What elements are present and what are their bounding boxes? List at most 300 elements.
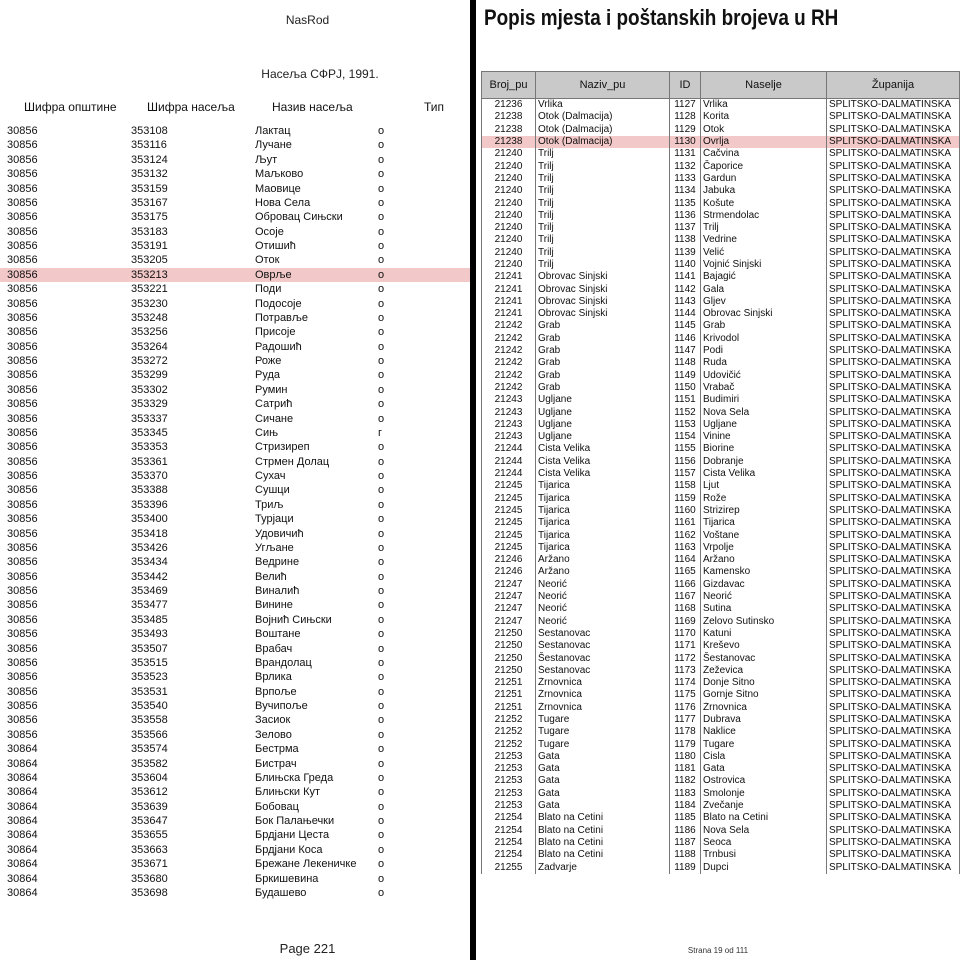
settlement-code: 353485 bbox=[131, 613, 168, 626]
settlement-code: 353639 bbox=[131, 800, 168, 813]
cell-id: 1165 bbox=[670, 566, 701, 578]
cell-naziv-pu: Tijarica bbox=[536, 529, 670, 541]
cell-naziv-pu: Trilj bbox=[536, 247, 670, 259]
cell-naselje: Biorine bbox=[701, 443, 827, 455]
cell-broj-pu: 21240 bbox=[482, 197, 536, 209]
cell-id: 1181 bbox=[670, 763, 701, 775]
cell-naselje: Naklice bbox=[701, 726, 827, 738]
cell-broj-pu: 21250 bbox=[482, 652, 536, 664]
municipality-code: 30864 bbox=[7, 829, 38, 842]
cell-naselje: Smolonje bbox=[701, 788, 827, 800]
cell-naselje: Čačvina bbox=[701, 148, 827, 160]
cell-naziv-pu: Trilj bbox=[536, 160, 670, 172]
cell-naselje: Gardun bbox=[701, 173, 827, 185]
cell-broj-pu: 21254 bbox=[482, 825, 536, 837]
cell-broj-pu: 21245 bbox=[482, 493, 536, 505]
cell-id: 1127 bbox=[670, 99, 701, 112]
cell-broj-pu: 21250 bbox=[482, 628, 536, 640]
settlement-name: Оврље bbox=[255, 268, 292, 281]
settlement-name: Лучане bbox=[255, 139, 292, 152]
cell-naziv-pu: Tugare bbox=[536, 738, 670, 750]
column-header-type: Тип bbox=[424, 100, 445, 114]
settlement-type: о bbox=[378, 858, 385, 871]
cell-naselje: Nova Sela bbox=[701, 406, 827, 418]
list-item bbox=[0, 282, 470, 296]
settlement-name: Поди bbox=[255, 283, 282, 296]
list-item bbox=[0, 627, 470, 641]
table-row bbox=[482, 566, 960, 578]
cell-id: 1179 bbox=[670, 738, 701, 750]
cell-id: 1170 bbox=[670, 628, 701, 640]
settlement-name: Брежане Лекеничке bbox=[255, 858, 357, 871]
cell-naselje: Kreševo bbox=[701, 640, 827, 652]
cell-naselje: Podi bbox=[701, 345, 827, 357]
settlement-type: о bbox=[378, 254, 385, 267]
cell-zupanija: SPLITSKO-DALMATINSKA bbox=[827, 419, 960, 431]
left-page-number: Page 221 bbox=[279, 941, 336, 956]
settlement-name: Подосоје bbox=[255, 297, 302, 310]
cell-zupanija: SPLITSKO-DALMATINSKA bbox=[827, 320, 960, 332]
settlement-type: о bbox=[378, 613, 385, 626]
municipality-code: 30856 bbox=[7, 613, 38, 626]
cell-naselje: Dobranje bbox=[701, 456, 827, 468]
cell-id: 1142 bbox=[670, 283, 701, 295]
cell-naziv-pu: Tijarica bbox=[536, 493, 670, 505]
list-item bbox=[0, 412, 470, 426]
municipality-code: 30856 bbox=[7, 311, 38, 324]
cell-id: 1154 bbox=[670, 431, 701, 443]
municipality-code: 30856 bbox=[7, 441, 38, 454]
municipality-code: 30864 bbox=[7, 786, 38, 799]
cell-naselje: Nova Sela bbox=[701, 825, 827, 837]
cell-zupanija: SPLITSKO-DALMATINSKA bbox=[827, 160, 960, 172]
municipality-code: 30856 bbox=[7, 513, 38, 526]
cell-broj-pu: 21246 bbox=[482, 554, 536, 566]
cell-broj-pu: 21243 bbox=[482, 406, 536, 418]
cell-id: 1137 bbox=[670, 222, 701, 234]
cell-naziv-pu: Ugljane bbox=[536, 406, 670, 418]
cell-broj-pu: 21240 bbox=[482, 185, 536, 197]
settlement-name: Врандолац bbox=[255, 656, 312, 669]
cell-broj-pu: 21244 bbox=[482, 456, 536, 468]
cell-naselje: Vrlika bbox=[701, 99, 827, 112]
settlement-name: Велић bbox=[255, 570, 287, 583]
cell-broj-pu: 21244 bbox=[482, 443, 536, 455]
cell-naselje: Jabuka bbox=[701, 185, 827, 197]
cell-naziv-pu: Blato na Cetini bbox=[536, 837, 670, 849]
table-row bbox=[482, 160, 960, 172]
table-row bbox=[482, 517, 960, 529]
cell-naselje: Zelovo Sutinsko bbox=[701, 615, 827, 627]
cell-naziv-pu: Blato na Cetini bbox=[536, 825, 670, 837]
settlement-type: о bbox=[378, 455, 385, 468]
cell-id: 1132 bbox=[670, 160, 701, 172]
cell-broj-pu: 21242 bbox=[482, 370, 536, 382]
cell-zupanija: SPLITSKO-DALMATINSKA bbox=[827, 554, 960, 566]
municipality-code: 30856 bbox=[7, 182, 38, 195]
list-item bbox=[0, 210, 470, 224]
settlement-code: 353426 bbox=[131, 541, 168, 554]
cell-id: 1185 bbox=[670, 812, 701, 824]
settlement-code: 353272 bbox=[131, 355, 168, 367]
cell-broj-pu: 21247 bbox=[482, 615, 536, 627]
settlement-type: о bbox=[378, 470, 385, 482]
settlement-name: Радошић bbox=[255, 340, 302, 353]
cell-naziv-pu: Aržano bbox=[536, 566, 670, 578]
cell-naziv-pu: Trilj bbox=[536, 148, 670, 160]
settlement-code: 353566 bbox=[131, 728, 168, 741]
settlement-name: Будашево bbox=[255, 886, 307, 899]
cell-zupanija: SPLITSKO-DALMATINSKA bbox=[827, 652, 960, 664]
settlement-type: о bbox=[378, 311, 385, 324]
cell-naselje: Vinine bbox=[701, 431, 827, 443]
cell-zupanija: SPLITSKO-DALMATINSKA bbox=[827, 259, 960, 271]
cell-zupanija: SPLITSKO-DALMATINSKA bbox=[827, 456, 960, 468]
list-item bbox=[0, 512, 470, 526]
cell-naselje: Grab bbox=[701, 320, 827, 332]
cell-naselje: Ovrlja bbox=[701, 136, 827, 148]
cell-naziv-pu: Trilj bbox=[536, 222, 670, 234]
settlement-type: о bbox=[378, 642, 385, 655]
cell-naselje: Katuni bbox=[701, 628, 827, 640]
settlement-type: о bbox=[378, 585, 385, 597]
municipality-code: 30864 bbox=[7, 743, 38, 756]
cell-naselje: Velić bbox=[701, 247, 827, 259]
cell-naselje: Gljev bbox=[701, 296, 827, 308]
settlement-type: о bbox=[378, 182, 385, 195]
cell-broj-pu: 21242 bbox=[482, 345, 536, 357]
settlement-code: 353183 bbox=[131, 225, 168, 238]
list-item bbox=[0, 800, 470, 814]
settlement-type: о bbox=[378, 153, 385, 166]
cell-zupanija: SPLITSKO-DALMATINSKA bbox=[827, 148, 960, 160]
municipality-code: 30856 bbox=[7, 599, 38, 612]
cell-zupanija: SPLITSKO-DALMATINSKA bbox=[827, 443, 960, 455]
municipality-code: 30864 bbox=[7, 858, 38, 871]
list-item bbox=[0, 886, 470, 900]
cell-zupanija: SPLITSKO-DALMATINSKA bbox=[827, 615, 960, 627]
cell-broj-pu: 21254 bbox=[482, 849, 536, 861]
cell-id: 1176 bbox=[670, 702, 701, 714]
table-row bbox=[482, 849, 960, 861]
list-item bbox=[0, 455, 470, 469]
cell-broj-pu: 21245 bbox=[482, 517, 536, 529]
settlement-code: 353515 bbox=[131, 656, 168, 669]
column-header-settlement-code: Шифра насеља bbox=[147, 100, 235, 114]
municipality-code: 30856 bbox=[7, 714, 38, 727]
cell-zupanija: SPLITSKO-DALMATINSKA bbox=[827, 640, 960, 652]
municipality-code: 30856 bbox=[7, 426, 38, 439]
municipality-code: 30856 bbox=[7, 283, 38, 296]
cell-broj-pu: 21253 bbox=[482, 800, 536, 812]
cell-naziv-pu: Gata bbox=[536, 788, 670, 800]
cell-broj-pu: 21241 bbox=[482, 271, 536, 283]
cell-broj-pu: 21252 bbox=[482, 714, 536, 726]
cell-zupanija: SPLITSKO-DALMATINSKA bbox=[827, 111, 960, 123]
table-row bbox=[482, 665, 960, 677]
settlement-name: Сињ bbox=[255, 426, 279, 439]
settlement-type: о bbox=[378, 728, 385, 741]
table-row bbox=[482, 554, 960, 566]
settlement-code: 353396 bbox=[131, 498, 168, 511]
cell-naselje: Budimiri bbox=[701, 394, 827, 406]
settlement-type: о bbox=[378, 513, 385, 526]
settlement-type: о bbox=[378, 656, 385, 669]
cell-naziv-pu: Ugljane bbox=[536, 431, 670, 443]
list-item bbox=[0, 555, 470, 569]
settlement-type: о bbox=[378, 441, 385, 454]
cell-id: 1134 bbox=[670, 185, 701, 197]
settlement-type: о bbox=[378, 872, 385, 885]
cell-naziv-pu: Blato na Cetini bbox=[536, 812, 670, 824]
cell-broj-pu: 21240 bbox=[482, 259, 536, 271]
cell-broj-pu: 21246 bbox=[482, 566, 536, 578]
list-item bbox=[0, 742, 470, 756]
cell-naselje: Ostrovica bbox=[701, 775, 827, 787]
list-item bbox=[0, 167, 470, 181]
cell-broj-pu: 21245 bbox=[482, 542, 536, 554]
cell-zupanija: SPLITSKO-DALMATINSKA bbox=[827, 837, 960, 849]
cell-naselje: Obrovac Sinjski bbox=[701, 308, 827, 320]
cell-naziv-pu: Trilj bbox=[536, 234, 670, 246]
cell-naziv-pu: Neorić bbox=[536, 579, 670, 591]
cell-zupanija: SPLITSKO-DALMATINSKA bbox=[827, 726, 960, 738]
municipality-code: 30856 bbox=[7, 268, 38, 281]
cell-naselje: Žeževica bbox=[701, 665, 827, 677]
municipality-code: 30856 bbox=[7, 211, 38, 224]
settlement-type: о bbox=[378, 484, 385, 497]
cell-zupanija: SPLITSKO-DALMATINSKA bbox=[827, 308, 960, 320]
cell-broj-pu: 21242 bbox=[482, 357, 536, 369]
cell-broj-pu: 21242 bbox=[482, 320, 536, 332]
table-row bbox=[482, 320, 960, 332]
settlement-code: 353582 bbox=[131, 757, 168, 770]
cell-naziv-pu: Grab bbox=[536, 357, 670, 369]
cell-zupanija: SPLITSKO-DALMATINSKA bbox=[827, 591, 960, 603]
settlement-type: о bbox=[378, 700, 385, 712]
cell-id: 1164 bbox=[670, 554, 701, 566]
settlement-type: о bbox=[378, 268, 385, 281]
settlement-name: Бестрма bbox=[255, 743, 299, 756]
cell-naziv-pu: Šestanovac bbox=[536, 628, 670, 640]
cell-id: 1188 bbox=[670, 849, 701, 861]
table-row bbox=[482, 271, 960, 283]
cell-naselje: Aržano bbox=[701, 554, 827, 566]
table-row bbox=[482, 308, 960, 320]
cell-naziv-pu: Tugare bbox=[536, 714, 670, 726]
cell-naselje: Dupci bbox=[701, 861, 827, 873]
cell-id: 1146 bbox=[670, 333, 701, 345]
cell-id: 1147 bbox=[670, 345, 701, 357]
right-page-number: Strana 19 od 111 bbox=[687, 946, 749, 955]
cell-zupanija: SPLITSKO-DALMATINSKA bbox=[827, 529, 960, 541]
settlement-code: 353353 bbox=[131, 441, 168, 454]
cell-naziv-pu: Trilj bbox=[536, 185, 670, 197]
cell-naziv-pu: Cista Velika bbox=[536, 443, 670, 455]
cell-broj-pu: 21240 bbox=[482, 234, 536, 246]
cell-id: 1158 bbox=[670, 480, 701, 492]
cell-broj-pu: 21253 bbox=[482, 788, 536, 800]
cell-naselje: Dubrava bbox=[701, 714, 827, 726]
cell-naziv-pu: Obrovac Sinjski bbox=[536, 271, 670, 283]
settlement-name: Роже bbox=[255, 355, 282, 367]
cell-id: 1131 bbox=[670, 148, 701, 160]
cell-zupanija: SPLITSKO-DALMATINSKA bbox=[827, 493, 960, 505]
cell-zupanija: SPLITSKO-DALMATINSKA bbox=[827, 628, 960, 640]
settlement-type: о bbox=[378, 685, 385, 698]
table-row bbox=[482, 431, 960, 443]
cell-naselje: Čisla bbox=[701, 751, 827, 763]
table-row bbox=[482, 259, 960, 271]
settlement-code: 353418 bbox=[131, 527, 168, 540]
table-row bbox=[482, 247, 960, 259]
settlement-name: Врлика bbox=[255, 671, 292, 684]
municipality-code: 30856 bbox=[7, 700, 38, 712]
table-row bbox=[482, 185, 960, 197]
table-row bbox=[482, 714, 960, 726]
municipality-code: 30864 bbox=[7, 843, 38, 856]
cell-naziv-pu: Trilj bbox=[536, 210, 670, 222]
cell-broj-pu: 21240 bbox=[482, 222, 536, 234]
cell-id: 1144 bbox=[670, 308, 701, 320]
cell-broj-pu: 21252 bbox=[482, 726, 536, 738]
cell-naziv-pu: Tijarica bbox=[536, 542, 670, 554]
cell-naselje: Tijarica bbox=[701, 517, 827, 529]
cell-naziv-pu: Tugare bbox=[536, 726, 670, 738]
municipality-code: 30856 bbox=[7, 642, 38, 655]
cell-id: 1159 bbox=[670, 493, 701, 505]
municipality-code: 30856 bbox=[7, 196, 38, 209]
column-header-id: ID bbox=[670, 72, 701, 99]
cell-naselje: Ljut bbox=[701, 480, 827, 492]
list-item bbox=[0, 828, 470, 842]
cell-naziv-pu: Grab bbox=[536, 333, 670, 345]
municipality-code: 30856 bbox=[7, 125, 38, 137]
cell-zupanija: SPLITSKO-DALMATINSKA bbox=[827, 480, 960, 492]
left-page-subtitle: Насеља СФРЈ, 1991. bbox=[261, 67, 379, 81]
settlement-name: Виналић bbox=[255, 585, 300, 597]
cell-id: 1138 bbox=[670, 234, 701, 246]
cell-broj-pu: 21251 bbox=[482, 689, 536, 701]
cell-broj-pu: 21253 bbox=[482, 763, 536, 775]
settlement-name: Потравље bbox=[255, 311, 308, 324]
settlement-type: о bbox=[378, 541, 385, 554]
table-row bbox=[482, 738, 960, 750]
settlement-code: 353604 bbox=[131, 771, 168, 784]
table-row bbox=[482, 148, 960, 160]
list-item bbox=[0, 239, 470, 253]
table-row bbox=[482, 775, 960, 787]
cell-naselje: Trnbusi bbox=[701, 849, 827, 861]
municipality-code: 30856 bbox=[7, 153, 38, 166]
cell-zupanija: SPLITSKO-DALMATINSKA bbox=[827, 775, 960, 787]
list-item bbox=[0, 182, 470, 196]
cell-naselje: Seoca bbox=[701, 837, 827, 849]
settlement-code: 353671 bbox=[131, 858, 168, 871]
municipality-code: 30864 bbox=[7, 800, 38, 813]
cell-zupanija: SPLITSKO-DALMATINSKA bbox=[827, 812, 960, 824]
cell-zupanija: SPLITSKO-DALMATINSKA bbox=[827, 394, 960, 406]
cell-broj-pu: 21242 bbox=[482, 333, 536, 345]
cell-id: 1152 bbox=[670, 406, 701, 418]
table-row bbox=[482, 788, 960, 800]
list-item bbox=[0, 311, 470, 325]
cell-id: 1161 bbox=[670, 517, 701, 529]
cell-zupanija: SPLITSKO-DALMATINSKA bbox=[827, 247, 960, 259]
cell-id: 1169 bbox=[670, 615, 701, 627]
list-item bbox=[0, 785, 470, 799]
cell-zupanija: SPLITSKO-DALMATINSKA bbox=[827, 751, 960, 763]
list-item bbox=[0, 354, 470, 368]
cell-naziv-pu: Ugljane bbox=[536, 419, 670, 431]
municipality-code: 30856 bbox=[7, 628, 38, 641]
cell-naselje: Čaporice bbox=[701, 160, 827, 172]
settlement-code: 353663 bbox=[131, 843, 168, 856]
table-row bbox=[482, 419, 960, 431]
cell-zupanija: SPLITSKO-DALMATINSKA bbox=[827, 689, 960, 701]
cell-zupanija: SPLITSKO-DALMATINSKA bbox=[827, 542, 960, 554]
cell-zupanija: SPLITSKO-DALMATINSKA bbox=[827, 357, 960, 369]
list-item bbox=[0, 368, 470, 382]
cell-broj-pu: 21254 bbox=[482, 837, 536, 849]
cell-broj-pu: 21243 bbox=[482, 394, 536, 406]
table-row bbox=[482, 124, 960, 136]
list-item bbox=[0, 124, 470, 138]
cell-id: 1151 bbox=[670, 394, 701, 406]
cell-id: 1186 bbox=[670, 825, 701, 837]
settlement-code: 353540 bbox=[131, 700, 168, 712]
settlement-code: 353116 bbox=[131, 139, 167, 152]
cell-zupanija: SPLITSKO-DALMATINSKA bbox=[827, 283, 960, 295]
cell-naselje: Košute bbox=[701, 197, 827, 209]
table-row bbox=[482, 603, 960, 615]
settlement-name: Удовичић bbox=[255, 527, 304, 540]
list-item bbox=[0, 426, 470, 440]
cell-id: 1171 bbox=[670, 640, 701, 652]
cell-naselje: Donje Sitno bbox=[701, 677, 827, 689]
table-row bbox=[482, 333, 960, 345]
municipality-code: 30856 bbox=[7, 383, 38, 396]
cell-zupanija: SPLITSKO-DALMATINSKA bbox=[827, 763, 960, 775]
cell-naziv-pu: Neorić bbox=[536, 615, 670, 627]
cell-id: 1167 bbox=[670, 591, 701, 603]
list-item bbox=[0, 699, 470, 713]
cell-zupanija: SPLITSKO-DALMATINSKA bbox=[827, 296, 960, 308]
cell-naselje: Šestanovac bbox=[701, 652, 827, 664]
settlement-type: о bbox=[378, 139, 385, 152]
settlement-type: о bbox=[378, 383, 385, 396]
list-item bbox=[0, 857, 470, 871]
municipality-code: 30856 bbox=[7, 398, 38, 411]
table-row bbox=[482, 837, 960, 849]
settlement-name: Стризиреп bbox=[255, 441, 310, 454]
table-row bbox=[482, 677, 960, 689]
cell-naselje: Gornje Sitno bbox=[701, 689, 827, 701]
table-row bbox=[482, 210, 960, 222]
cell-id: 1160 bbox=[670, 505, 701, 517]
settlement-name: Воштане bbox=[255, 628, 301, 641]
list-item bbox=[0, 138, 470, 152]
list-item bbox=[0, 340, 470, 354]
cell-broj-pu: 21255 bbox=[482, 861, 536, 873]
cell-zupanija: SPLITSKO-DALMATINSKA bbox=[827, 603, 960, 615]
cell-zupanija: SPLITSKO-DALMATINSKA bbox=[827, 788, 960, 800]
cell-zupanija: SPLITSKO-DALMATINSKA bbox=[827, 333, 960, 345]
table-row bbox=[482, 456, 960, 468]
list-item bbox=[0, 814, 470, 828]
settlement-code: 353264 bbox=[131, 340, 168, 353]
cell-naziv-pu: Neorić bbox=[536, 591, 670, 603]
